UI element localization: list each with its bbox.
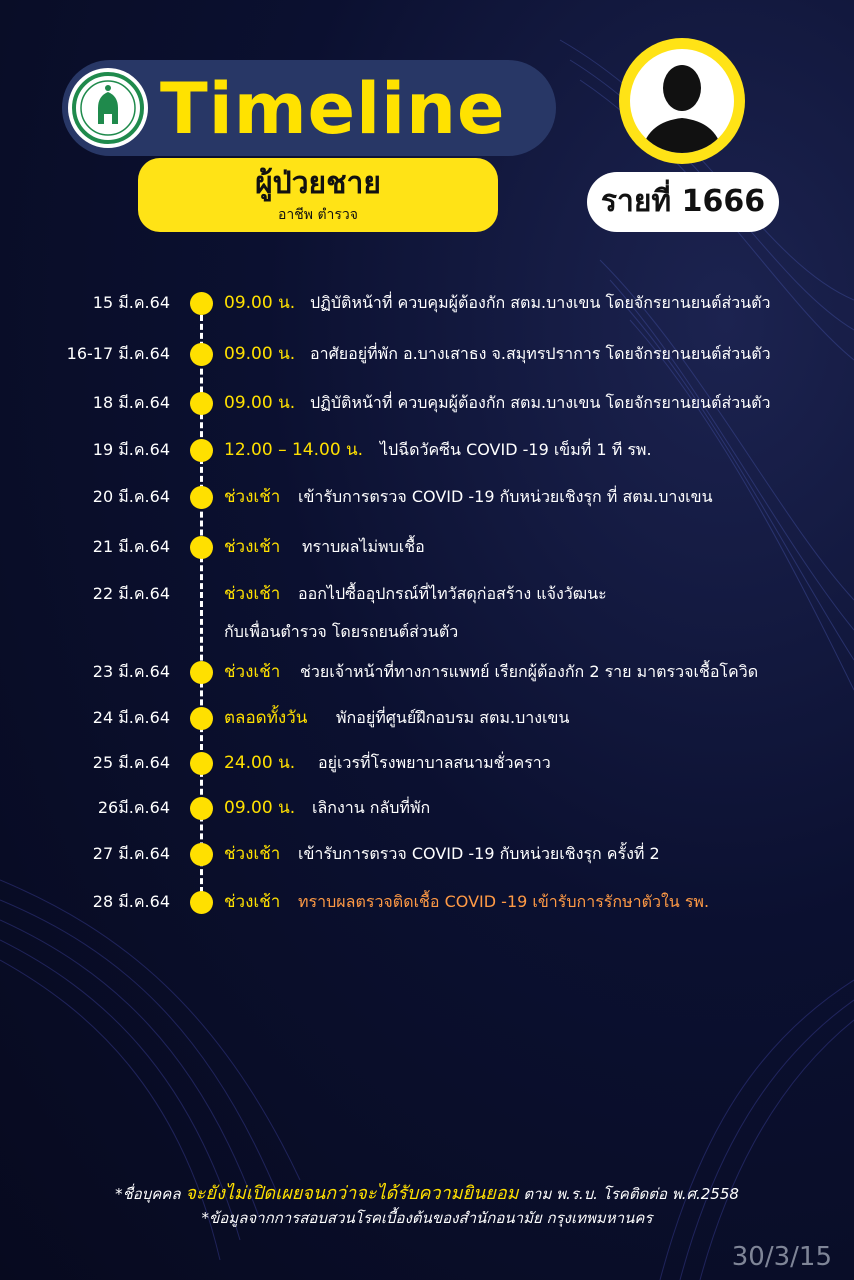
timeline-dot bbox=[190, 536, 213, 559]
timeline-date: 23 มี.ค.64 bbox=[92, 662, 170, 681]
timeline-time: 12.00 – 14.00 น. bbox=[224, 440, 364, 460]
timeline-desc: เข้ารับการตรวจ COVID -19 กับหน่วยเชิงรุก ครั้งที่ 2 bbox=[298, 844, 660, 863]
footer-source: *ข้อมูลจากการสอบสวนโรคเบื้องต้นของสำนักอนามัย กรุงเทพมหานคร bbox=[201, 1209, 653, 1227]
timeline-desc: ปฏิบัติหน้าที่ ควบคุมผู้ต้องกัก สตม.บางเขน โดยจักรยานยนต์ส่วนตัว bbox=[310, 293, 771, 312]
timeline-date: 24 มี.ค.64 bbox=[92, 708, 170, 727]
page-number: 30/3/15 bbox=[731, 1242, 832, 1272]
timeline-row bbox=[0, 791, 854, 825]
timeline-dot bbox=[190, 797, 213, 820]
timeline-dot bbox=[190, 292, 213, 315]
timeline-time: ช่วงเช้า bbox=[224, 584, 281, 604]
timeline-date: 21 มี.ค.64 bbox=[92, 537, 170, 556]
timeline-row bbox=[0, 286, 854, 320]
timeline-desc: อาศัยอยู่ที่พัก อ.บางเสาธง จ.สมุทรปราการ โดยจักรยานยนต์ส่วนตัว bbox=[310, 344, 771, 363]
timeline-date: 27 มี.ค.64 bbox=[92, 844, 170, 863]
timeline-date: 19 มี.ค.64 bbox=[92, 440, 170, 459]
timeline-desc: ออกไปซื้ออุปกรณ์ที่ไทวัสดุก่อสร้าง แจ้งวัฒนะ bbox=[298, 584, 607, 603]
timeline-desc: ทราบผลไม่พบเชื้อ bbox=[302, 537, 425, 556]
person-silhouette-icon bbox=[619, 38, 745, 164]
timeline-dot bbox=[190, 661, 213, 684]
timeline-desc: ปฏิบัติหน้าที่ ควบคุมผู้ต้องกัก สตม.บางเขน โดยจักรยานยนต์ส่วนตัว bbox=[310, 393, 771, 412]
timeline-row bbox=[0, 337, 854, 371]
footer-disclaimer bbox=[0, 1178, 854, 1207]
timeline-desc: พักอยู่ที่ศูนย์ฝึกอบรม สตม.บางเขน bbox=[336, 708, 570, 727]
timeline-dot bbox=[190, 752, 213, 775]
timeline-row bbox=[0, 701, 854, 735]
timeline-row bbox=[0, 433, 854, 467]
patient-info-box bbox=[138, 158, 498, 232]
timeline-row bbox=[0, 746, 854, 780]
timeline-desc: เข้ารับการตรวจ COVID -19 กับหน่วยเชิงรุก ที่ สตม.บางเขน bbox=[298, 487, 713, 506]
timeline-time: 09.00 น. bbox=[224, 344, 296, 364]
timeline-date: 26มี.ค.64 bbox=[97, 798, 170, 817]
timeline-dot bbox=[190, 707, 213, 730]
timeline-time: ตลอดทั้งวัน bbox=[224, 708, 308, 728]
timeline-row bbox=[0, 577, 854, 611]
timeline-date: 20 มี.ค.64 bbox=[92, 487, 170, 506]
timeline-dot bbox=[190, 343, 213, 366]
timeline-row bbox=[0, 655, 854, 689]
page-title: Timeline bbox=[160, 68, 506, 150]
timeline-desc-continued: กับเพื่อนตำรวจ โดยรถยนต์ส่วนตัว bbox=[224, 622, 459, 641]
timeline-row bbox=[0, 837, 854, 871]
timeline-dot bbox=[190, 486, 213, 509]
timeline-desc: ไปฉีดวัคซีน COVID -19 เข็มที่ 1 ที รพ. bbox=[380, 440, 652, 459]
timeline-time: ช่วงเช้า bbox=[224, 487, 281, 507]
timeline-row bbox=[0, 885, 854, 919]
timeline-time: 09.00 น. bbox=[224, 293, 296, 313]
timeline-date: 16-17 มี.ค.64 bbox=[66, 344, 170, 363]
timeline-time: ช่วงเช้า bbox=[224, 892, 281, 912]
timeline-desc: ทราบผลตรวจติดเชื้อ COVID -19 เข้ารับการรักษาตัวใน รพ. bbox=[298, 892, 710, 911]
case-number-badge: รายที่ 1666 bbox=[587, 172, 779, 232]
timeline-time: 09.00 น. bbox=[224, 798, 296, 818]
patient-title: ผู้ป่วยชาย bbox=[255, 166, 381, 201]
bangkok-seal-icon bbox=[68, 68, 148, 148]
timeline-desc: ช่วยเจ้าหน้าที่ทางการแพทย์ เรียกผู้ต้องกัก 2 ราย มาตรวจเชื้อโควิด bbox=[300, 662, 759, 681]
timeline-dot bbox=[190, 843, 213, 866]
timeline-dot bbox=[190, 392, 213, 415]
timeline-time: ช่วงเช้า bbox=[224, 662, 281, 682]
footer-line1-pre: *ชื่อบุคคล bbox=[115, 1185, 181, 1203]
timeline-time: 09.00 น. bbox=[224, 393, 296, 413]
timeline-time: 24.00 น. bbox=[224, 753, 296, 773]
timeline-date: 15 มี.ค.64 bbox=[92, 293, 170, 312]
footer-line1-post: ตาม พ.ร.บ. โรคติดต่อ พ.ศ.2558 bbox=[523, 1185, 739, 1203]
timeline-row bbox=[0, 480, 854, 514]
patient-occupation: อาชีพ ตำรวจ bbox=[278, 207, 358, 223]
timeline-date: 28 มี.ค.64 bbox=[92, 892, 170, 911]
timeline-date: 18 มี.ค.64 bbox=[92, 393, 170, 412]
timeline-dot bbox=[190, 439, 213, 462]
timeline-desc: อยู่เวรที่โรงพยาบาลสนามชั่วคราว bbox=[318, 753, 551, 772]
timeline-row bbox=[0, 530, 854, 564]
timeline-dot bbox=[190, 891, 213, 914]
timeline-row bbox=[0, 386, 854, 420]
timeline-date: 25 มี.ค.64 bbox=[92, 753, 170, 772]
timeline-date: 22 มี.ค.64 bbox=[92, 584, 170, 603]
timeline-time: ช่วงเช้า bbox=[224, 537, 281, 557]
timeline-time: ช่วงเช้า bbox=[224, 844, 281, 864]
timeline-dot bbox=[190, 583, 213, 606]
footer-line1-highlight: จะยังไม่เปิดเผยจนกว่าจะได้รับความยินยอม bbox=[185, 1183, 519, 1204]
timeline-desc: เลิกงาน กลับที่พัก bbox=[312, 798, 431, 817]
